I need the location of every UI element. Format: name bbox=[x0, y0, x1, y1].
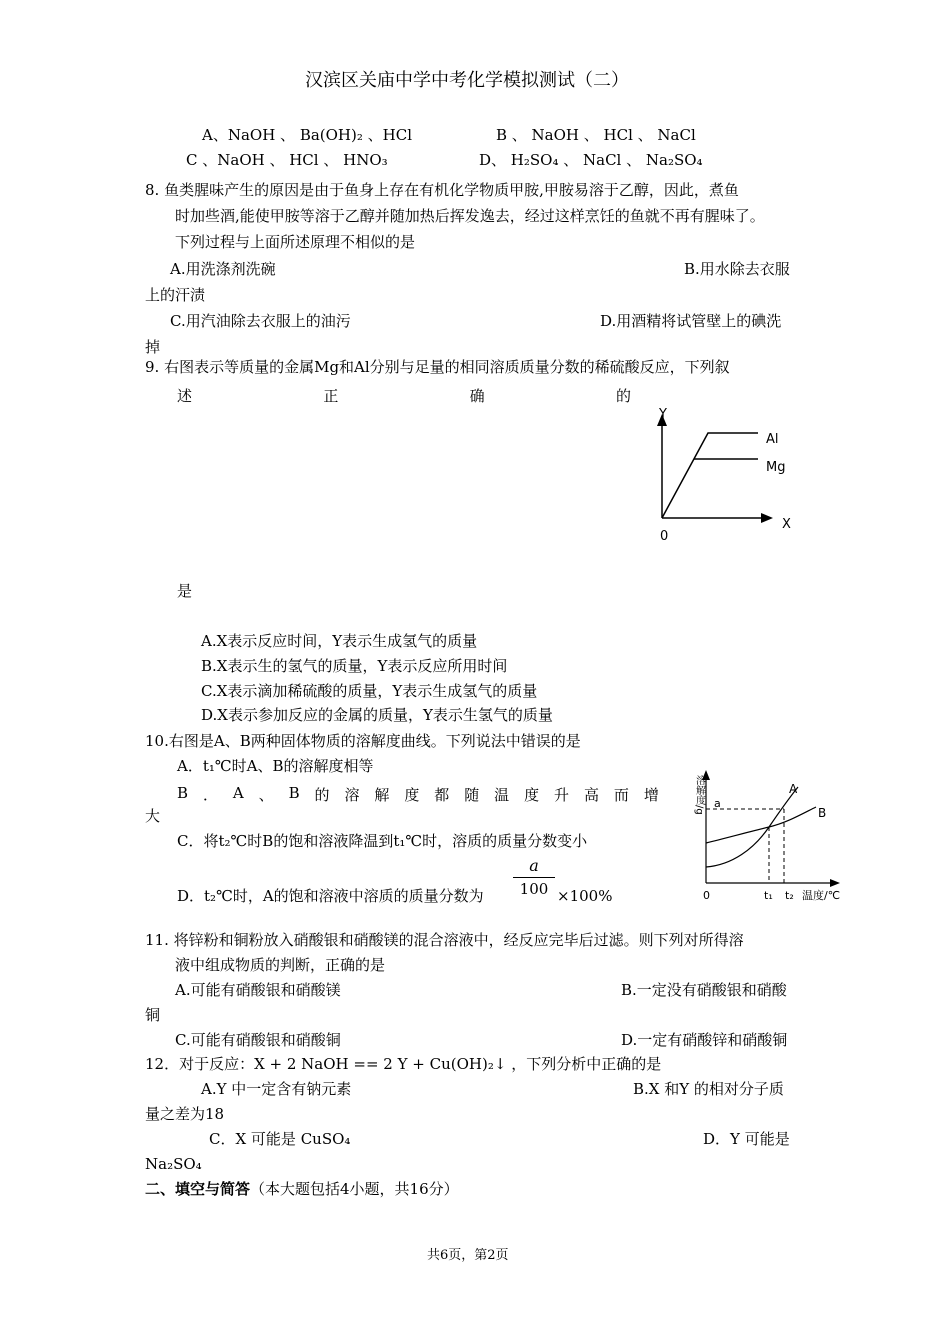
q10-curve-b-label: B bbox=[818, 806, 827, 820]
q8-option-b: B.用水除去衣服 bbox=[684, 260, 790, 278]
q11-stem-line1: 11. 将锌粉和铜粉放入硝酸银和硝酸镁的混合溶液中，经反应完毕后过滤。则下列对所得溶 bbox=[145, 931, 744, 949]
q10-b-char: 随 bbox=[464, 786, 480, 804]
q10-fraction-numerator: a bbox=[529, 856, 539, 875]
q10-b-char: B bbox=[177, 784, 189, 802]
q10-b-char: 而 bbox=[613, 786, 629, 804]
q9-stem-word: 的 bbox=[615, 387, 631, 405]
q9-stem-line1: 9. 右图表示等质量的金属Mg和Al分别与足量的相同溶质质量分数的稀硫酸反应，下列叙 bbox=[145, 358, 730, 376]
q10-curve-a-label: A bbox=[789, 782, 798, 796]
q10-origin-label: 0 bbox=[703, 889, 710, 902]
q10-b-char: 溶 bbox=[344, 786, 360, 804]
q8-option-d-wrap: 掉 bbox=[145, 338, 161, 356]
q9-origin-label: 0 bbox=[660, 529, 669, 544]
q12-stem: 12．对于反应：X + 2 NaOH == 2 Y + Cu(OH)₂↓ ，下列分析中正确的是 bbox=[145, 1055, 662, 1073]
q11-option-c: C.可能有硝酸银和硝酸铜 bbox=[175, 1031, 341, 1049]
q12-option-a: A.Y 中一定含有钠元素 bbox=[201, 1080, 352, 1098]
arrow-right-icon bbox=[761, 513, 773, 523]
q8-stem-line2: 时加些酒,能使甲胺等溶于乙醇并随加热后挥发逸去，经过这样烹饪的鱼就不再有腥味了。 bbox=[175, 207, 765, 225]
q10-b-char: 温 bbox=[494, 786, 510, 804]
section-heading-title: 二、填空与简答 bbox=[145, 1180, 251, 1198]
q9-al-label: Al bbox=[766, 432, 779, 447]
q10-b-char: 、 bbox=[258, 786, 274, 804]
q8-option-d: D.用酒精将试管壁上的碘洗 bbox=[600, 312, 782, 330]
section-heading bbox=[145, 1182, 459, 1197]
q10-option-a: A．t₁℃时A、B的溶解度相等 bbox=[177, 757, 374, 775]
q9-mg-label: Mg bbox=[766, 460, 786, 475]
q9-option-b: B.X表示生的氢气的质量，Y表示反应所用时间 bbox=[201, 657, 508, 675]
q12-option-b: B.X 和Y 的相对分子质 bbox=[633, 1080, 784, 1098]
q10-b-char: ． bbox=[202, 786, 218, 804]
q10-b-char: 度 bbox=[524, 786, 540, 804]
page-title: 汉滨区关庙中学中考化学模拟测试（二） bbox=[305, 70, 629, 91]
q11-stem-line2: 液中组成物质的判断，正确的是 bbox=[175, 956, 386, 974]
q9-graph bbox=[640, 400, 820, 550]
q8-stem-line3: 下列过程与上面所述原理不相似的是 bbox=[175, 233, 416, 251]
q10-option-b-wrap: 大 bbox=[145, 807, 161, 825]
q10-b-char: 解 bbox=[374, 786, 390, 804]
q10-option-d: D．t₂℃时，A的饱和溶液中溶质的质量分数为 bbox=[177, 887, 484, 905]
q10-b-char: 的 bbox=[314, 786, 330, 804]
q9-stem-word: 确 bbox=[469, 387, 485, 405]
q10-b-char: A bbox=[232, 784, 244, 802]
fraction-bar bbox=[513, 877, 555, 878]
q10-b-char: B bbox=[288, 784, 300, 802]
q10-y-label: 溶解度/g bbox=[693, 775, 705, 815]
q10-b-char: 增 bbox=[643, 786, 659, 804]
q10-option-b bbox=[177, 784, 659, 805]
q10-t2-label: t₂ bbox=[785, 889, 794, 902]
q9-stem-word: 正 bbox=[323, 387, 339, 405]
q12-option-b-wrap: 量之差为18 bbox=[145, 1105, 225, 1123]
q8-option-b-wrap: 上的汗渍 bbox=[145, 286, 206, 304]
q11-option-b-wrap: 铜 bbox=[145, 1006, 161, 1024]
q9-stem-line3: 是 bbox=[177, 582, 193, 600]
q8-stem-line1: 8. 鱼类腥味产生的原因是由于鱼身上存在有机化学物质甲胺,甲胺易溶于乙醇，因此，煮鱼 bbox=[145, 181, 739, 199]
q12-option-c: C．X 可能是 CuSO₄ bbox=[209, 1130, 351, 1148]
q10-b-char: 度 bbox=[404, 786, 420, 804]
q11-option-b: B.一定没有硝酸银和硝酸 bbox=[621, 981, 787, 999]
q10-solubility-graph bbox=[692, 765, 852, 907]
q10-option-d-suffix: ×100% bbox=[557, 887, 613, 905]
q10-t1-label: t₁ bbox=[764, 889, 773, 902]
q11-option-a: A.可能有硝酸银和硝酸镁 bbox=[175, 981, 341, 999]
section-heading-note: （本大题包括4小题，共16分） bbox=[250, 1180, 459, 1198]
q12-option-d: D．Y 可能是 bbox=[703, 1130, 790, 1148]
q10-b-char: 升 bbox=[554, 786, 570, 804]
q7-option-a: A、NaOH 、 Ba(OH)₂ 、HCl bbox=[202, 126, 413, 144]
q9-stem-word: 述 bbox=[177, 387, 193, 405]
q11-option-d: D.一定有硝酸锌和硝酸铜 bbox=[621, 1031, 788, 1049]
q9-x-label: X bbox=[782, 517, 791, 532]
q9-al-line bbox=[662, 433, 758, 518]
q10-x-label: 温度/℃ bbox=[802, 889, 841, 902]
q9-option-c: C.X表示滴加稀硫酸的质量，Y表示生成氢气的质量 bbox=[201, 682, 538, 700]
q9-option-d: D.X表示参加反应的金属的质量，Y表示生氢气的质量 bbox=[201, 706, 553, 724]
q10-stem: 10.右图是A、B两种固体物质的溶解度曲线。下列说法中错误的是 bbox=[145, 732, 581, 750]
q10-option-c: C．将t₂℃时B的饱和溶液降温到t₁℃时，溶质的质量分数变小 bbox=[177, 832, 588, 850]
q10-a-label: a bbox=[714, 797, 721, 810]
q10-b-char: 都 bbox=[434, 786, 450, 804]
q8-option-a: A.用洗涤剂洗碗 bbox=[170, 260, 276, 278]
q12-option-d-wrap: Na₂SO₄ bbox=[145, 1155, 202, 1173]
q9-y-label: Y bbox=[659, 407, 667, 422]
q9-option-a: A.X表示反应时间，Y表示生成氢气的质量 bbox=[201, 632, 478, 650]
q7-option-c: C 、NaOH 、 HCl 、 HNO₃ bbox=[186, 151, 388, 169]
q10-b-char: 高 bbox=[583, 786, 599, 804]
q7-option-d: D、 H₂SO₄ 、 NaCl 、 Na₂SO₄ bbox=[479, 151, 703, 169]
page-footer: 共6页，第2页 bbox=[427, 1248, 509, 1263]
q7-option-b: B 、 NaOH 、 HCl 、 NaCl bbox=[496, 126, 696, 144]
q9-stem-line2 bbox=[177, 385, 631, 406]
q10-fraction-denominator: 100 bbox=[519, 880, 549, 898]
arrow-right-icon bbox=[830, 879, 840, 887]
q8-option-c: C.用汽油除去衣服上的油污 bbox=[170, 312, 351, 330]
q10-fraction bbox=[513, 856, 555, 898]
